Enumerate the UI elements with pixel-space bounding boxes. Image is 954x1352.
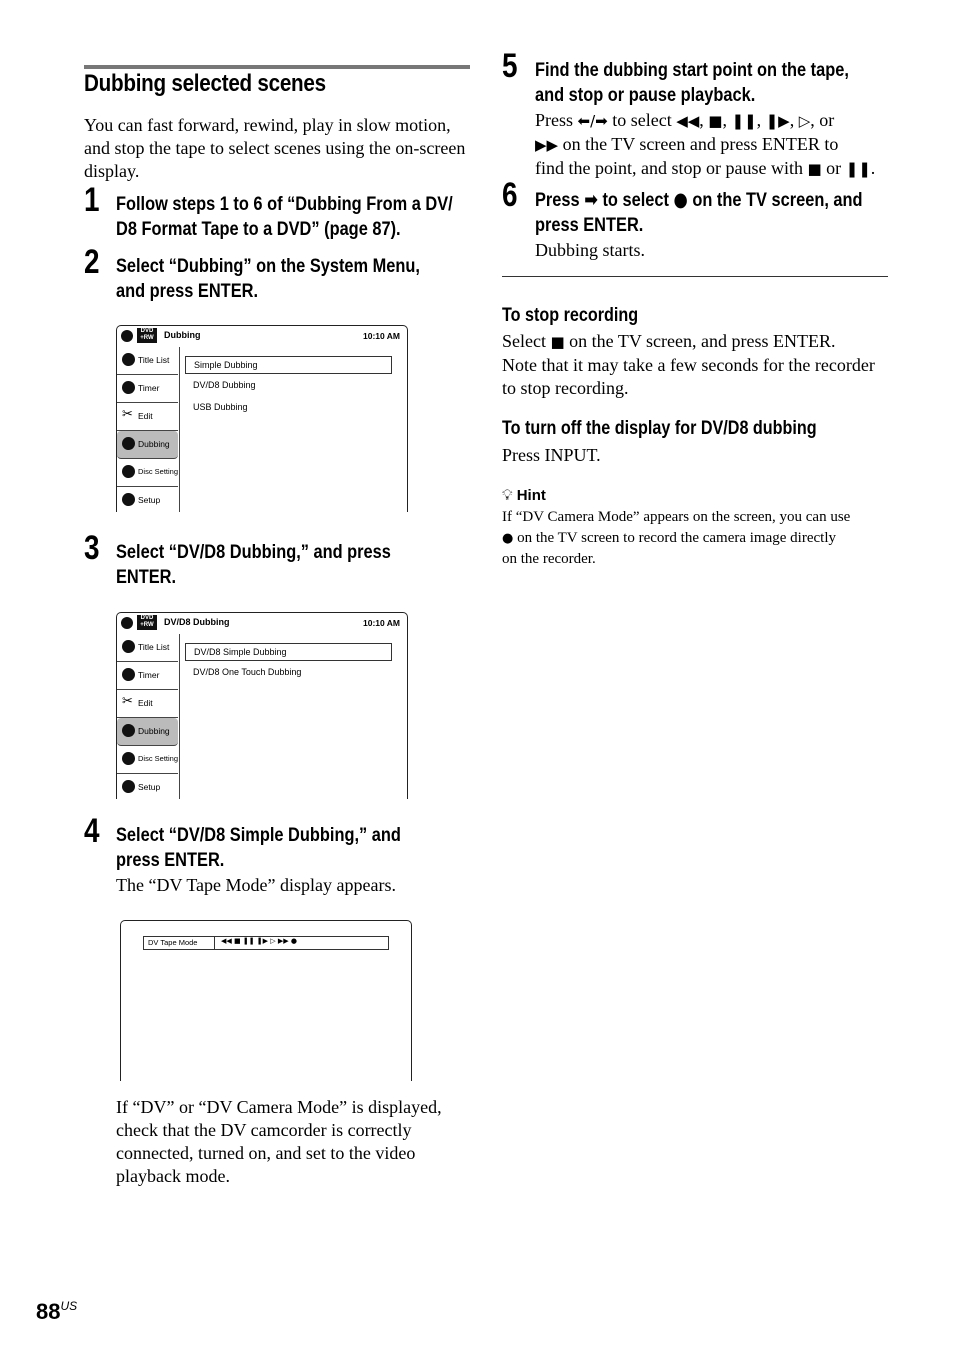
system-menu-screen-2: DVD +RW DV/D8 Dubbing 10:10 AM Title List Timer ✂ Edit Dubbing Disc Setting Setup DV/D8 Simple Dubbing DV/D8 One Touch Dubbing [116, 612, 408, 799]
step-5-number: 5 [502, 47, 518, 85]
step-4-body: The “DV Tape Mode” display appears. [116, 875, 396, 895]
dubbing-icon [122, 724, 135, 737]
dvd-rw-badge: DVD +RW [137, 328, 157, 343]
step-4-number: 4 [84, 812, 100, 850]
timer-icon [122, 668, 135, 681]
stop-recording-heading: To stop recording [502, 305, 639, 326]
system-menu-sidebar [117, 634, 180, 799]
system-menu-sidebar [117, 347, 180, 512]
menu-item-title-list[interactable]: Title List [117, 634, 178, 662]
option-simple-dubbing[interactable]: Simple Dubbing [185, 356, 392, 374]
menu-item-disc-setting[interactable]: Disc Setting [117, 746, 178, 774]
menu-item-dubbing[interactable]: Dubbing [117, 718, 178, 746]
lightbulb-icon: 💡︎ [502, 486, 513, 504]
menu-item-timer[interactable]: Timer [117, 662, 178, 690]
screen-title: Dubbing [164, 330, 201, 340]
disc-icon [121, 617, 133, 629]
setup-icon [122, 780, 135, 793]
option-dv-d8-simple-dubbing[interactable]: DV/D8 Simple Dubbing [185, 643, 392, 661]
menu-item-setup[interactable]: Setup [117, 487, 178, 514]
title-rule [84, 65, 470, 69]
page-number: $88^{US}$ [36, 1299, 78, 1324]
dubbing-icon [122, 437, 135, 450]
menu-item-edit[interactable]: ✂ Edit [117, 403, 178, 431]
dvd-rw-badge: DVD +RW [137, 615, 157, 630]
turn-off-display-heading: To turn off the display for DV/D8 dubbing [502, 418, 817, 439]
step-4-heading: Select “DV/D8 Simple Dubbing,” and press ENTER. [116, 824, 401, 871]
dv-tape-mode-screen [120, 920, 412, 1081]
title-list-icon [122, 353, 135, 366]
disc-setting-icon [122, 465, 135, 478]
menu-item-disc-setting[interactable]: Disc Setting [117, 459, 178, 487]
step-1-number: 1 [84, 181, 100, 219]
stop-icon: ■ [550, 333, 565, 351]
page-suffix: US [60, 1299, 78, 1313]
bar-divider [214, 937, 215, 949]
screen-title: DV/D8 Dubbing [164, 617, 230, 627]
menu-item-title-list[interactable]: Title List [117, 347, 178, 375]
step-1-heading: Follow steps 1 to 6 of “Dubbing From a DV/ D8 Format Tape to a DVD” (page 87). [116, 193, 453, 240]
play-icon: ▷ [798, 112, 811, 130]
scissors-icon: ✂ [122, 693, 133, 708]
stop-icon: ■ [708, 112, 723, 130]
pause-icon: ❚❚ [845, 160, 871, 178]
fast-forward-icon: ▶▶ [535, 136, 559, 154]
record-icon: ● [673, 188, 688, 211]
scissors-icon: ✂ [122, 406, 133, 421]
setup-icon [122, 493, 135, 506]
right-arrow-icon: ➡ [584, 188, 598, 211]
timer-icon [122, 381, 135, 394]
step-6-heading: Press ➡ to select ● on the TV screen, and press ENTER. [535, 188, 863, 236]
step-5-heading: Find the dubbing start point on the tape, and stop or pause playback. [535, 59, 849, 106]
slow-play-icon: ❚▶ [765, 112, 790, 130]
rewind-icon: ◀◀ [676, 112, 700, 130]
dv-tape-mode-label: DV Tape Mode [148, 938, 198, 947]
hint-body: If “DV Camera Mode” appears on the screen, you can use ● on the TV screen to record the camera image directly on the recorder. [502, 509, 851, 567]
step-3-number: 3 [84, 529, 100, 567]
disc-setting-icon [122, 752, 135, 765]
step-5-body: Press ⬅/➡ to select ◀◀, ■, ❚❚, ❚▶, ▷, or ▶▶ on the TV screen and press ENTER to find the point, and stop or pause with ■ or ❚❚. [535, 110, 876, 178]
step-6-body: Dubbing starts. [535, 240, 645, 260]
disc-icon [121, 330, 133, 342]
menu-item-edit[interactable]: ✂ Edit [117, 690, 178, 718]
turn-off-display-body: Press INPUT. [502, 445, 601, 465]
intro-text: You can fast forward, rewind, play in slow motion, and stop the tape to select scenes using the on-screen display. [84, 115, 466, 181]
left-right-arrow-icon: ⬅/➡ [577, 112, 608, 130]
dv-camera-mode-note: If “DV” or “DV Camera Mode” is displayed, check that the DV camcorder is correctly connected, turned on, and set to the video playback mode. [116, 1097, 442, 1186]
step-6-number: 6 [502, 176, 518, 214]
dv-tape-mode-bar [143, 936, 389, 950]
screen-time: 10:10 AM [362, 618, 400, 628]
system-menu-screen-1: DVD +RW Dubbing 10:10 AM Title List Timer ✂ Edit Dubbing Disc Setting Setup Simple Dubbing DV/D8 Dubbing USB Dubbing [116, 325, 408, 512]
stop-icon: ■ [807, 160, 822, 178]
transport-controls-icons[interactable]: ◀◀ ■ ❚❚ ❚▶ ▷ ▶▶ ● [221, 937, 297, 945]
record-icon: ● [502, 530, 514, 546]
stop-recording-body: Select ■ on the TV screen, and press ENTER. Note that it may take a few seconds for the recorder to stop recording. [502, 331, 875, 398]
pause-icon: ❚❚ [731, 112, 757, 130]
divider [502, 276, 888, 277]
title-list-icon [122, 640, 135, 653]
menu-item-setup[interactable]: Setup [117, 774, 178, 801]
hint-heading: 💡︎ Hint [502, 486, 546, 504]
menu-item-timer[interactable]: Timer [117, 375, 178, 403]
step-3-heading: Select “DV/D8 Dubbing,” and press ENTER. [116, 541, 391, 588]
step-2-number: 2 [84, 243, 100, 281]
menu-item-dubbing[interactable]: Dubbing [117, 431, 178, 459]
section-title: Dubbing selected scenes [84, 70, 326, 97]
step-2-heading: Select “Dubbing” on the System Menu, and press ENTER. [116, 255, 420, 302]
screen-time: 10:10 AM [362, 331, 400, 341]
